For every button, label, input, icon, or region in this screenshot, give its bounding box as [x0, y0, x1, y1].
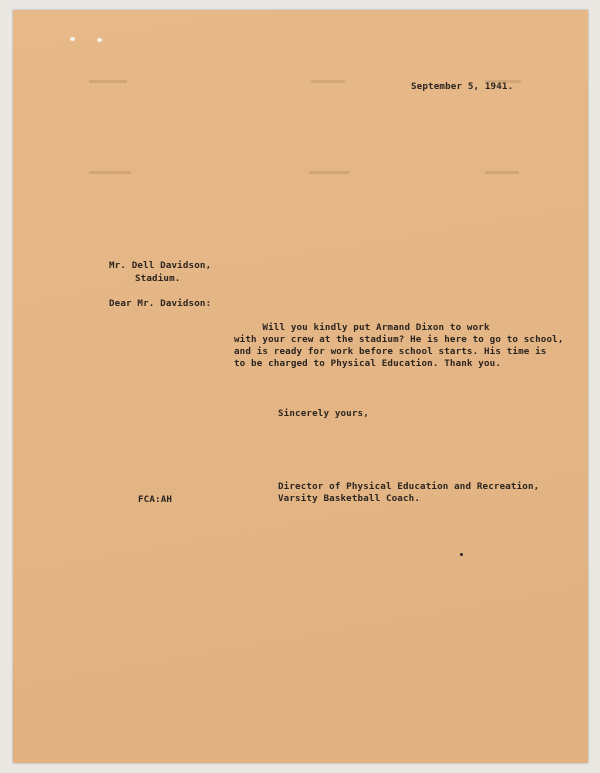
typist-initials: FCA:AH	[138, 494, 173, 505]
faint-ghost-marking	[89, 171, 131, 174]
body-line: Will you kindly put Armand Dixon to work	[234, 322, 490, 333]
letter-date: September 5, 1941.	[411, 81, 514, 92]
paper-mark	[70, 37, 75, 41]
ink-speck	[460, 553, 463, 556]
faint-ghost-marking	[485, 171, 519, 174]
paper-mark	[97, 38, 102, 42]
closing: Sincerely yours,	[278, 408, 369, 419]
letter-page	[13, 10, 588, 763]
recipient-place: Stadium.	[135, 273, 181, 284]
body-line: with your crew at the stadium? He is here to go to school,	[234, 334, 564, 345]
signature-title-line: Director of Physical Education and Recreation,	[278, 481, 540, 492]
faint-ghost-marking	[311, 80, 345, 83]
signature-title-line: Varsity Basketball Coach.	[278, 493, 421, 504]
faint-ghost-marking	[89, 80, 127, 83]
recipient-name: Mr. Dell Davidson,	[109, 260, 212, 271]
body-line: to be charged to Physical Education. Thank you.	[234, 358, 502, 369]
faint-ghost-marking	[309, 171, 349, 174]
salutation: Dear Mr. Davidson:	[109, 298, 212, 309]
body-line: and is ready for work before school starts. His time is	[234, 346, 547, 357]
